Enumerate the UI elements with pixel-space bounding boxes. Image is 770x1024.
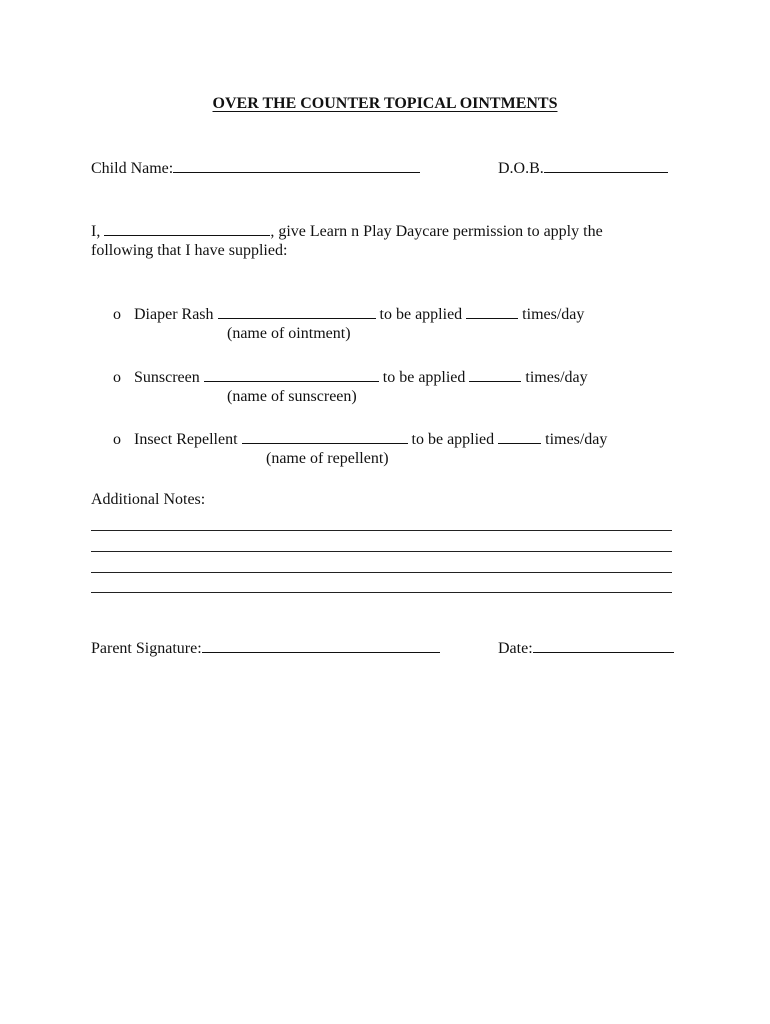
freq-label: times/day bbox=[525, 369, 588, 386]
parent-name-field[interactable] bbox=[104, 221, 270, 236]
date-label: Date: bbox=[498, 640, 533, 657]
signature-label: Parent Signature: bbox=[91, 640, 202, 657]
times-field[interactable] bbox=[469, 367, 521, 382]
item-label: Sunscreen bbox=[134, 369, 200, 386]
permission-start: I, bbox=[91, 223, 101, 240]
checkbox-diaper-rash[interactable]: o bbox=[113, 306, 121, 323]
item-label: Diaper Rash bbox=[134, 306, 214, 323]
signature-row bbox=[91, 638, 440, 658]
dob-label: D.O.B. bbox=[498, 160, 544, 177]
times-field[interactable] bbox=[466, 304, 518, 319]
date-field[interactable] bbox=[533, 638, 674, 653]
notes-line[interactable] bbox=[91, 592, 672, 593]
item-insect-repellent bbox=[113, 429, 607, 449]
item-diaper-rash bbox=[113, 304, 584, 324]
child-name-row bbox=[91, 158, 420, 178]
signature-field[interactable] bbox=[202, 638, 440, 653]
permission-line-1 bbox=[91, 221, 603, 241]
times-field[interactable] bbox=[498, 429, 541, 444]
checkbox-insect-repellent[interactable]: o bbox=[113, 431, 121, 448]
item-sublabel: (name of ointment) bbox=[227, 325, 351, 342]
item-sunscreen bbox=[113, 367, 588, 387]
permission-text: , give Learn n Play Daycare permission to apply the bbox=[270, 223, 603, 240]
child-name-label: Child Name: bbox=[91, 160, 174, 177]
freq-label: times/day bbox=[545, 431, 608, 448]
notes-line[interactable] bbox=[91, 551, 672, 552]
repellent-name-field[interactable] bbox=[242, 429, 408, 444]
notes-line[interactable] bbox=[91, 530, 672, 531]
date-row bbox=[498, 638, 674, 658]
item-sublabel: (name of sunscreen) bbox=[227, 388, 357, 405]
notes-label: Additional Notes: bbox=[91, 491, 206, 508]
apply-label: to be applied bbox=[382, 369, 466, 386]
sunscreen-name-field[interactable] bbox=[204, 367, 379, 382]
item-sublabel: (name of repellent) bbox=[266, 450, 389, 467]
item-label: Insect Repellent bbox=[134, 431, 238, 448]
checkbox-sunscreen[interactable]: o bbox=[113, 369, 121, 386]
form-title: OVER THE COUNTER TOPICAL OINTMENTS bbox=[212, 95, 558, 112]
child-name-field[interactable] bbox=[173, 158, 420, 173]
dob-row bbox=[498, 158, 668, 178]
apply-label: to be applied bbox=[379, 306, 463, 323]
apply-label: to be applied bbox=[411, 431, 495, 448]
ointment-name-field[interactable] bbox=[218, 304, 376, 319]
permission-line-2: following that I have supplied: bbox=[91, 242, 288, 259]
notes-line[interactable] bbox=[91, 572, 672, 573]
dob-field[interactable] bbox=[544, 158, 668, 173]
freq-label: times/day bbox=[522, 306, 585, 323]
